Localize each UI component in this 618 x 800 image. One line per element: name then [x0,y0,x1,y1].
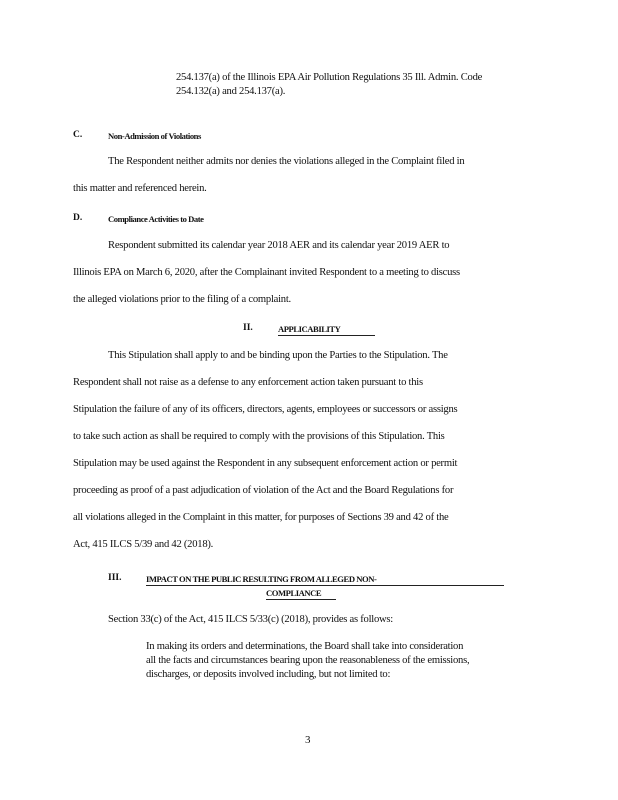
section-d-line-2: Illinois EPA on March 6, 2020, after the Complainant invited Respondent to a meeting to discuss [73,267,460,278]
section-iii-title-line-1: IMPACT ON THE PUBLIC RESULTING FROM ALLEGED NON- [146,574,377,584]
section-ii-line-1: This Stipulation shall apply to and be binding upon the Parties to the Stipulation. The [108,350,448,361]
page-number: 3 [305,734,311,746]
section-d-letter: D. [73,213,83,223]
section-d-line-1: Respondent submitted its calendar year 2018 AER and its calendar year 2019 AER to [108,240,450,251]
section-ii-line-4: to take such action as shall be required to comply with the provisions of this Stipulation. This [73,431,445,442]
section-ii-title: APPLICABILITY [278,324,341,334]
section-iii-title-underline-2 [266,599,336,600]
section-c-title: Non-Admission of Violations [108,131,201,141]
quote-line-1: In making its orders and determinations, the Board shall take into consideration [146,641,464,652]
section-iii-intro: Section 33(c) of the Act, 415 ILCS 5/33(c) (2018), provides as follows: [108,614,393,625]
section-ii-line-3: Stipulation the failure of any of its officers, directors, agents, employees or successors or assigns [73,404,458,415]
section-ii-line-7: all violations alleged in the Complaint in this matter, for purposes of Sections 39 and 42 of the [73,512,449,523]
section-iii-title-line-2: COMPLIANCE [266,588,322,598]
section-ii-line-8: Act, 415 ILCS 5/39 and 42 (2018). [73,539,214,550]
quote-line-3: discharges, or deposits involved including, but not limited to: [146,669,391,680]
continuation-line-1: 254.137(a) of the Illinois EPA Air Pollution Regulations 35 Ill. Admin. Code [176,72,483,83]
continuation-line-2: 254.132(a) and 254.137(a). [176,86,286,97]
section-d-title: Compliance Activities to Date [108,214,204,224]
section-c-letter: C. [73,130,83,140]
section-ii-numeral: II. [243,323,253,333]
section-iii-title-underline-1 [146,585,504,586]
section-c-line-1: The Respondent neither admits nor denies the violations alleged in the Complaint filed in [108,156,465,167]
section-ii-line-6: proceeding as proof of a past adjudication of violation of the Act and the Board Regulations for [73,485,454,496]
section-ii-line-5: Stipulation may be used against the Respondent in any subsequent enforcement action or permit [73,458,458,469]
section-iii-numeral: III. [108,573,122,583]
section-ii-line-2: Respondent shall not raise as a defense to any enforcement action taken pursuant to this [73,377,423,388]
section-d-line-3: the alleged violations prior to the filing of a complaint. [73,294,291,305]
quote-line-2: all the facts and circumstances bearing upon the reasonableness of the emissions, [146,655,470,666]
section-c-line-2: this matter and referenced herein. [73,183,207,194]
section-ii-title-underline [278,335,375,336]
